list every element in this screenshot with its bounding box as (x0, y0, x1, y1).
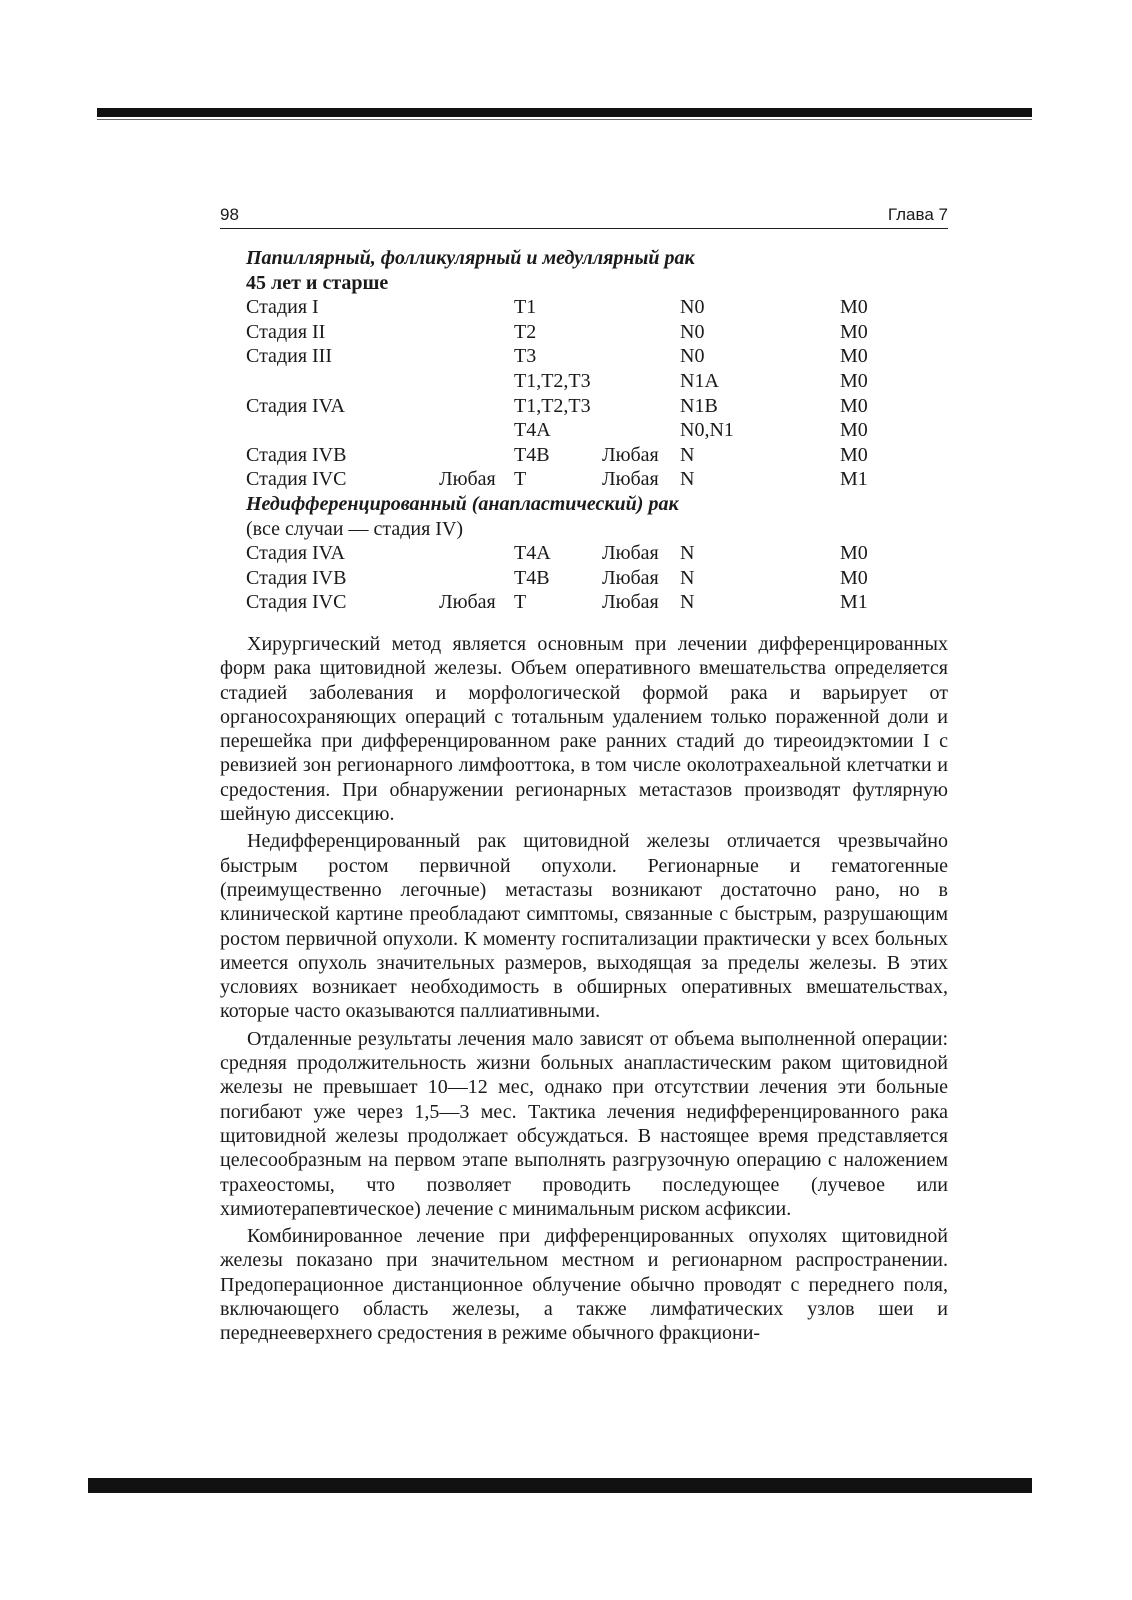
n-cell: N1A (680, 369, 719, 392)
n-cell: N0 (680, 296, 705, 319)
t-cell: T3 (514, 345, 537, 368)
table-caption: Папиллярный, фолликулярный и медуллярный рак (246, 247, 695, 269)
header-rule (220, 228, 948, 229)
any-n-cell: Любая (602, 542, 659, 565)
stage-cell: Стадия IVB (246, 443, 347, 466)
any-n-cell: Любая (602, 591, 659, 614)
t-cell: T1 (514, 296, 537, 319)
m-cell: M0 (840, 443, 868, 466)
t-cell: T1,T2,T3 (514, 369, 591, 392)
t-cell: T4A (514, 542, 551, 565)
stage-cell: Стадия I (246, 296, 319, 319)
table-body-differentiated (246, 295, 886, 492)
chapter-title: Глава 7 (887, 205, 948, 224)
table-row (246, 590, 886, 615)
staging-table (246, 246, 886, 615)
t-cell: T4B (514, 443, 550, 466)
table-row (246, 344, 886, 369)
t-cell: T (514, 591, 527, 614)
page-number: 98 (220, 205, 239, 224)
table-body-undifferentiated (246, 541, 886, 615)
n-cell: N1B (680, 394, 718, 417)
m-cell: M1 (840, 591, 868, 614)
t-cell: T4A (514, 419, 551, 442)
top-border-rule (97, 119, 1032, 120)
table-row (246, 418, 886, 443)
n-cell: N0 (680, 345, 705, 368)
stage-cell: Стадия IVA (246, 542, 345, 565)
table-subcaption: 45 лет и старше (246, 271, 389, 294)
table-row (246, 566, 886, 591)
any-t-cell: Любая (439, 468, 496, 491)
table-caption-undifferentiated: Недифференцированный (анапластический) рак (246, 492, 679, 515)
t-cell: T (514, 468, 527, 491)
table-row (246, 295, 886, 320)
n-cell: N (680, 468, 695, 491)
m-cell: M0 (840, 320, 868, 343)
bottom-border-bar (88, 1478, 1032, 1493)
any-t-cell: Любая (439, 591, 496, 614)
n-cell: N (680, 566, 695, 589)
any-n-cell: Любая (602, 566, 659, 589)
m-cell: M0 (840, 542, 868, 565)
paragraph: Недифференцированный рак щитовидной железы отличается чрезвычайно быстрым ростом первичной опухоли. Регионарные и гематогенные (преимущественно легочные) метастазы возникают достаточно рано, но в клинической картине преобладают симптомы, связанные с быстрым, разрушающим ростом первичной опухоли. К моменту госпитализации практически у всех больных имеется опухоль значительных размеров, выходящая за пределы железы. В этих условиях возникает необходимость в обширных оперативных вмешательствах, которые часто оказываются паллиативными. (220, 830, 948, 1023)
t-cell: T2 (514, 320, 537, 343)
stage-cell: Стадия II (246, 320, 326, 343)
m-cell: M0 (840, 345, 868, 368)
t-cell: T4B (514, 566, 550, 589)
table-row (246, 369, 886, 394)
t-cell: T1,T2,T3 (514, 394, 591, 417)
m-cell: M0 (840, 394, 868, 417)
paragraph: Комбинированное лечение при дифференцированных опухолях щитовидной железы показано при значительном местном и регионарном распространении. Предоперационное дистанционное облучение обычно проводят с переднего поля, включающего область железы, а также лимфатических узлов шеи и переднееверхнего средостения в режиме обычного фракциони- (220, 1225, 948, 1345)
top-border-bar (97, 108, 1032, 117)
m-cell: M0 (840, 566, 868, 589)
n-cell: N (680, 591, 695, 614)
table-row (246, 443, 886, 468)
stage-cell: Стадия IVC (246, 468, 347, 491)
table-note: (все случаи — стадия IV) (246, 517, 464, 540)
stage-cell: Стадия IVA (246, 394, 345, 417)
running-header (220, 205, 948, 229)
any-n-cell: Любая (602, 443, 659, 466)
body-text (220, 632, 948, 1349)
n-cell: N0,N1 (680, 419, 734, 442)
paragraph: Отдаленные результаты лечения мало зависят от объема выполненной операции: средняя продолжительность жизни больных анапластическим раком щитовидной железы не превышает 10—12 мес, однако при отсутствии лечения эти больные погибают уже через 1,5—3 мес. Тактика лечения недифференцированного рака щитовидной железы продолжает обсуждаться. В настоящее время представляется целесообразным на первом этапе выполнять разгрузочную операцию с наложением трахеостомы, что позволяет проводить последующее (лучевое или химиотерапевтическое) лечение с минимальным риском асфиксии. (220, 1027, 948, 1220)
table-row (246, 394, 886, 419)
table-row (246, 467, 886, 492)
stage-cell: Стадия IVC (246, 591, 347, 614)
table-row (246, 541, 886, 566)
m-cell: M1 (840, 468, 868, 491)
n-cell: N0 (680, 320, 705, 343)
n-cell: N (680, 542, 695, 565)
m-cell: M0 (840, 296, 868, 319)
stage-cell: Стадия III (246, 345, 332, 368)
m-cell: M0 (840, 369, 868, 392)
stage-cell: Стадия IVB (246, 566, 347, 589)
m-cell: M0 (840, 419, 868, 442)
any-n-cell: Любая (602, 468, 659, 491)
paragraph: Хирургический метод является основным при лечении дифференцированных форм рака щитовидной железы. Объем оперативного вмешательства определяется стадией заболевания и морфологической формой рака и варьирует от органосохраняющих операций с тотальным удалением только пораженной доли и перешейка при дифференцированном раке ранних стадий до тиреоидэктомии I с ревизией зон регионарного лимфооттока, в том числе околотрахеальной клетчатки и средостения. При обнаружении регионарных метастазов производят футлярную шейную диссекцию. (220, 633, 948, 826)
table-row (246, 320, 886, 345)
n-cell: N (680, 443, 695, 466)
